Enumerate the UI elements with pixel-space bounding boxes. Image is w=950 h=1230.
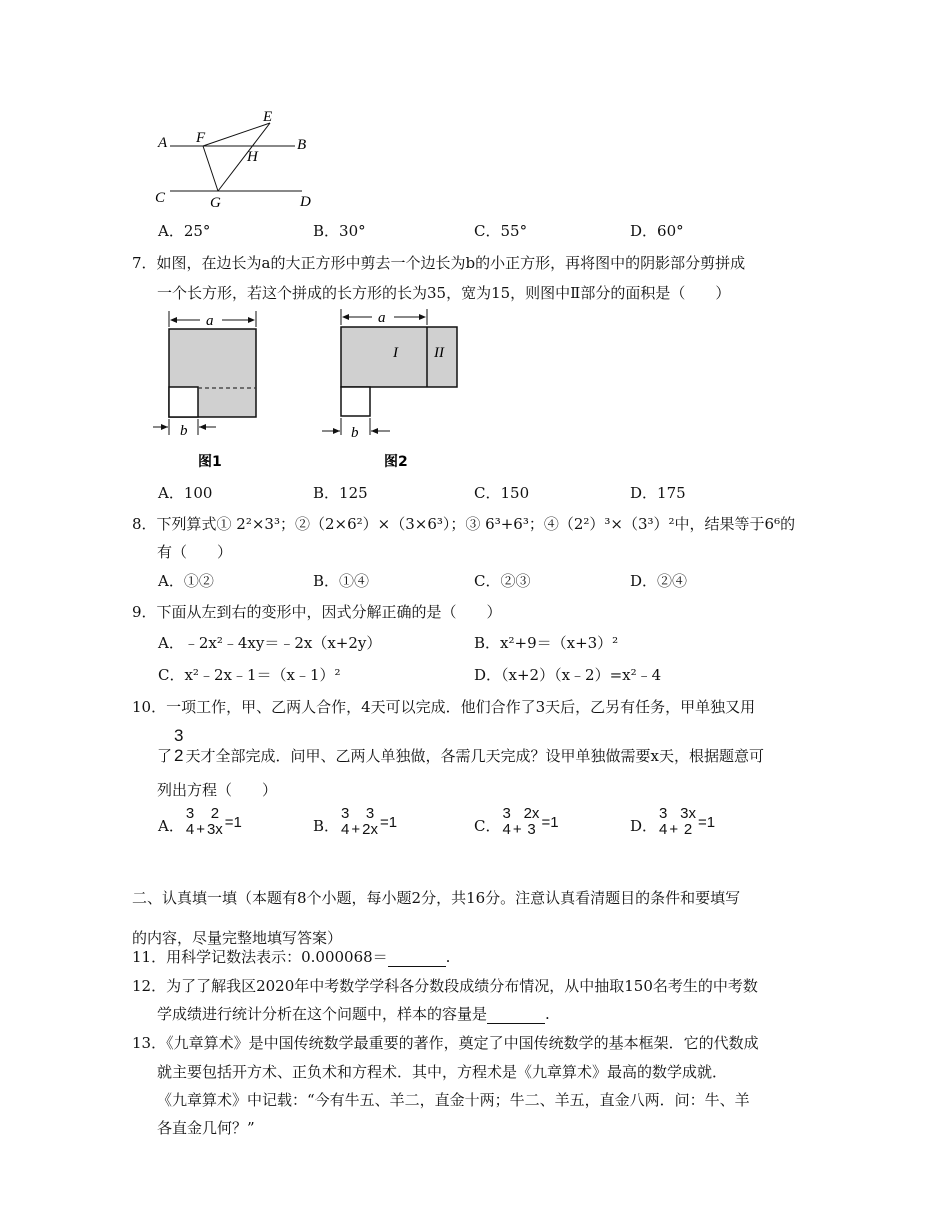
fraction-1	[500, 806, 512, 838]
arrowhead-icon	[371, 428, 378, 434]
label-F: F	[196, 130, 206, 146]
fig2-caption: 图2	[384, 454, 408, 470]
fraction-1	[184, 806, 196, 838]
fraction-2	[678, 806, 698, 838]
q10-option-c	[474, 806, 559, 838]
q7-option-b: B．125	[313, 484, 368, 502]
frac-num: 2	[210, 805, 220, 822]
frac-num: 3	[502, 805, 511, 822]
q8-option-c: C．②③	[474, 572, 531, 590]
q12-stem-line2	[157, 1003, 550, 1024]
arrowhead-icon	[342, 314, 349, 320]
fraction-2	[522, 806, 542, 838]
q7-stem-line1: 7．如图，在边长为a的大正方形中剪去一个边长为b的小正方形，再将图中的阴影部分剪拼成	[132, 254, 746, 272]
frac-den: 4	[341, 821, 350, 838]
q9-option-d: D．（x+2）（x﹣2）=x²﹣4	[474, 666, 662, 684]
part-II-label: II	[434, 345, 444, 361]
q7-figure-2	[320, 305, 470, 475]
q13-stem-line4: 各直金几何？”	[157, 1119, 255, 1137]
q8-option-a: A．①②	[158, 572, 214, 590]
label-D: D	[300, 194, 311, 210]
fraction-2	[360, 806, 380, 838]
q10-fraction-den: 2	[174, 746, 184, 765]
q12-text: 学成绩进行统计分析在这个问题中，样本的容量是	[157, 1005, 488, 1023]
q12-stem-line1: 12．为了了解我区2020年中考数学学科各分数段成绩分布情况，从中抽取150名考生的中考数	[132, 977, 758, 995]
q10-fraction	[172, 726, 185, 766]
q8-stem-line2: 有（ ）	[157, 543, 233, 561]
option-label: B．	[313, 817, 340, 835]
segment-fg	[203, 146, 218, 191]
segment-ge	[218, 123, 270, 191]
label-B: B	[297, 137, 307, 153]
option-label: A．	[158, 817, 184, 835]
q6-option-b: B．30°	[313, 222, 366, 240]
frac-den: 2	[683, 821, 693, 838]
dim-a-label: a	[378, 310, 386, 326]
option-label: D．	[630, 817, 658, 835]
q10-option-b	[313, 806, 397, 838]
fig1-caption: 图1	[198, 454, 222, 470]
q6-option-c: C．55°	[474, 222, 528, 240]
fraction-1	[339, 806, 351, 838]
q8-stem-line1: 8．下列算式① 2²×3³；②（2×6²）×（3×6³）；③ 6³+6³；④（2²）³×（3³）²中，结果等于6⁶的	[132, 515, 796, 533]
q10-stem-line2	[157, 726, 764, 766]
q7-option-d: D．175	[630, 484, 686, 502]
q7-option-c: C．150	[474, 484, 530, 502]
q9-option-a: A．﹣2x²﹣4xy＝﹣2x（x+2y）	[158, 634, 382, 652]
q7-option-a: A．100	[158, 484, 213, 502]
label-G: G	[210, 195, 221, 211]
q8-option-b: B．①④	[313, 572, 370, 590]
section2-heading-line1: 二、认真填一填（本题有8个小题，每小题2分，共16分。注意认真看清题目的条件和要填写	[132, 889, 741, 907]
plus-sign: +	[512, 821, 522, 838]
q9-option-b: B．x²+9＝（x+3）²	[474, 634, 619, 652]
frac-num: 3x	[680, 805, 696, 822]
label-H: H	[247, 149, 258, 165]
q11-answer-blank[interactable]	[388, 948, 446, 967]
label-E: E	[263, 109, 273, 125]
q9-option-c: C．x²﹣2x﹣1＝（x﹣1）²	[158, 666, 341, 684]
frac-num: 2x	[523, 805, 540, 822]
arrowhead-icon	[199, 424, 206, 430]
q13-stem-line1: 13．《九章算术》是中国传统数学最重要的著作，奠定了中国传统数学的基本框架．它的代数成	[132, 1034, 759, 1052]
frac-num: 3	[185, 805, 195, 822]
frac-den: 4	[502, 821, 511, 838]
q6-geometry-figure	[150, 105, 320, 215]
frac-num: 3	[341, 805, 350, 822]
dim-b-label: b	[180, 423, 188, 439]
small-square	[341, 387, 370, 416]
frac-den: 3	[527, 821, 536, 838]
frac-den: 4	[185, 821, 195, 838]
arrowhead-icon	[333, 428, 340, 434]
label-A: A	[158, 135, 168, 151]
q12-answer-blank[interactable]	[487, 1005, 545, 1024]
equals-one: =1	[541, 813, 559, 831]
q13-stem-line2: 就主要包括开方术、正负术和方程术．其中，方程术是《九章算术》最高的数学成就．	[157, 1063, 728, 1081]
q10-option-a	[158, 806, 242, 838]
plus-sign: +	[669, 821, 679, 838]
q6-option-a: A．25°	[158, 222, 211, 240]
q10-fraction-num: 3	[174, 726, 184, 745]
frac-den: 2x	[362, 821, 378, 838]
q13-stem-line3: 《九章算术》中记载：“今有牛五、羊二，直金十两；牛二、羊五，直金八两．问：牛、羊	[157, 1091, 750, 1109]
q10-stem-line1: 10．一项工作，甲、乙两人合作，4天可以完成．他们合作了3天后，乙另有任务，甲单独又用	[132, 698, 756, 716]
label-C: C	[155, 190, 166, 206]
q10-option-d	[630, 806, 715, 838]
arrowhead-icon	[170, 317, 177, 323]
q12-period: .	[545, 1005, 550, 1023]
equals-one: =1	[379, 813, 398, 831]
q11-stem	[132, 946, 450, 967]
frac-num: 3	[365, 805, 375, 822]
q8-option-d: D．②④	[630, 572, 688, 590]
equals-one: =1	[224, 813, 242, 831]
fraction-2	[205, 806, 225, 838]
q10-line2-suffix: 天才全部完成．问甲、乙两人单独做，各需几天完成？设甲单独做需要x天，根据题意可	[185, 747, 764, 765]
frac-den: 4	[659, 821, 668, 838]
q11-period: .	[445, 948, 451, 966]
part-I-label: I	[393, 345, 398, 361]
q11-text: 11．用科学记数法表示：0.000068＝	[132, 948, 388, 966]
q9-stem: 9．下面从左到右的变形中，因式分解正确的是（ ）	[132, 603, 502, 621]
arrowhead-icon	[161, 424, 168, 430]
option-label: C．	[474, 817, 501, 835]
small-square-cut	[169, 387, 198, 417]
q10-line2-prefix: 了	[157, 747, 173, 765]
arrowhead-icon	[419, 314, 426, 320]
plus-sign: +	[351, 821, 361, 838]
section2-heading-line2: 的内容，尽量完整地填写答案）	[132, 929, 343, 947]
arrowhead-icon	[248, 317, 255, 323]
segment-fe	[203, 123, 270, 146]
q10-stem-line3: 列出方程（ ）	[157, 781, 278, 799]
q7-stem-line2: 一个长方形，若这个拼成的长方形的长为35，宽为15，则图中Ⅱ部分的面积是（ ）	[157, 284, 731, 302]
q7-figure-1	[150, 305, 280, 475]
q6-option-d: D．60°	[630, 222, 684, 240]
dim-b-label: b	[351, 425, 359, 441]
fraction-1	[657, 806, 669, 838]
frac-den: 3x	[206, 821, 223, 838]
plus-sign: +	[196, 821, 205, 838]
frac-num: 3	[659, 805, 668, 822]
dim-a-label: a	[206, 313, 214, 329]
equals-one: =1	[697, 813, 716, 831]
